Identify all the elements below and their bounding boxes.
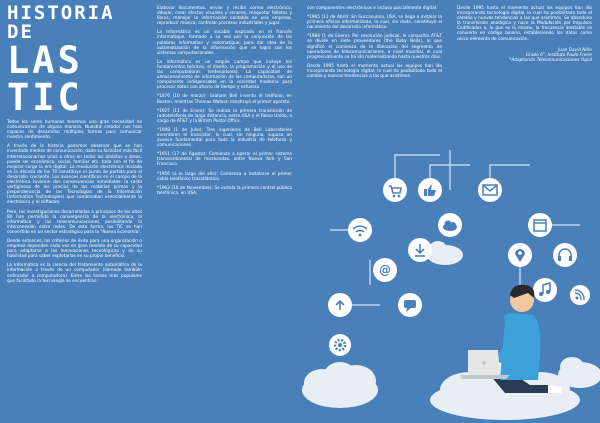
paragraph: La informática es un amplio campo que incluye los fundamentos teóricos, el diseño, la programación y el uso de las computadoras (ordenadores). La capacidad de almacenamiento de información de las computadoras, son un componente indispensable en la sociedad moderna para procesar datos con ahorro de tiempo y esfuerzo. [157, 59, 292, 91]
cloud-right [558, 357, 600, 388]
timeline-entry: *1927 (11 de Enero): Se realiza la primera transmisión de radiotelefonía de larga distancia, entre USA y el Reino Unido, a cargo de AT&T y la British Postal Office. [157, 108, 292, 124]
paragraph: Desde entonces, los criterios de éxito para una organización o empresa dependen cada vez en gran medida de su capacidad para adaptarse a las innovaciones tecnológicas y de su habilidad para saber explotarlas en su propio beneficio. [7, 238, 142, 260]
clouds [302, 241, 600, 420]
timeline-entry: *1956 (a lo largo del año): Comienza a instalarse el primer cable telefónico trasatlántico. [157, 171, 292, 182]
paragraph: La Informática es un vocablo inspirado en el francés informatique, formado a su vez por la conjunción de las palabras information y automatique, para dar idea de la automatización de la información que se logra con los sistemas computacionales. [157, 30, 292, 56]
icon-ring [328, 178, 590, 356]
timeline-entry: *1951 (17 de Agosto): Comienza a operar el primer sistema transcontinental de microondas, entre Nueva York y San Francisco. [157, 152, 292, 168]
timeline-entry: *1876 (10 de marzo): Graham Bell invento el teléfono, en Boston, mientras Thomas Watson construyó el primer aparato. [157, 94, 292, 105]
download-icon [408, 238, 432, 262]
location-icon [508, 243, 532, 267]
paragraph: Todos los seres humanos tenemos una gran necesidad de comunicarnos de alguna manera. Nuestra creador nos hizo capaces de desarrollar múltiples formas para comunicar nuestro sentimiento. [7, 120, 142, 141]
headphones-icon [553, 243, 577, 267]
author-signature [457, 48, 592, 64]
page-title [7, 2, 142, 119]
calendar-icon [528, 213, 552, 237]
music-icon [533, 278, 557, 302]
svg-text:@: @ [379, 263, 391, 277]
chat-icon [398, 293, 422, 317]
column-1 [0, 0, 149, 423]
paragraph: La Informática es la ciencia del tratamiento automático de la información a través de un computador (llamado también ordenador o computadora). Entre las tareas más populares que facilitado la tecnología se encuentran: [7, 263, 142, 284]
at-sign-icon [373, 258, 397, 282]
timeline-entry: *1948 (1 de Julio): Tres ingenieros de Bell Laboratories inventaron el transistor, lo cual, sin ninguna, supuso un avance fundamental para toda la industria de telefonía y comunicaciones. [157, 127, 292, 149]
technology-illustration [300, 135, 600, 423]
title-line-2: LAS TIC [7, 39, 83, 119]
author-name: Juan David Niño [558, 47, 592, 53]
timeline-entry: con componentes electrónicos e incluso parcialmente digital. [307, 6, 438, 11]
thumbs-up-icon [418, 178, 442, 202]
timeline-entry: *1984 (1 de Enero): Por resolución judicial, la compañía AT&T se divide en siete proveedores (the Baby Bells), lo que significó el comienzo de la liberación del segmento de operadores de telecomunicaciones, a nivel mundial, el cual progresivamente se ha ido materializando hasta nuestros días. [307, 34, 442, 60]
timeline-entry: *1965 (11 de Abril): En Succasunna, USA, se llega a instalar la primera oficina informatizada, lo cual, sin duda, constituyó el nacimiento del desarrollo informático. [307, 15, 442, 31]
paragraph: Elaborar documentos, enviar y recibir correo electrónico, dibujar, crear efectos visuales y sonoros, maquetar folletos y libros, manejar la información contable en una empresa, reproducir música, controlar procesos industriales y jugar. [157, 6, 292, 27]
cloud-icon [438, 213, 462, 237]
paragraph: A través de la historia podemos observar que se han inventado medios de comunicación, dada su facilidad más fácil interrelacionarnos unos a otros en todos los ámbitos o áreas, puede ser económica, social, familiar etc. todo con el fin de mejorar surge la era digital .La revolución electrónica iniciada en la década de los 70 constituye el punto de partida para el desarrollo creciente. Los avances científicos en el campo de la electrónica tuvieron dos consecuencias inmediatas: la caída vertiginosa de los precios de las materias primas y la preponderancia de las Tecnologías de la Información (Information Technologies) que combinaban esencialmente la electrónica y el software. [7, 144, 142, 206]
paragraph: Pero, las investigaciones desarrolladas a principios de los años 80 han permitido la convergencia de la electrónica, la informática y las telecomunicaciones posibilitando la interconexión entre redes. De esta forma, las TIC se han convertido en un sector estratégico para la "Nueva Economía". [7, 209, 142, 235]
author-school: Grado 6°, Instituto Paulo Freire [525, 53, 592, 59]
column-2 [150, 0, 299, 423]
cloud-left [302, 362, 378, 408]
rss-icon [570, 285, 590, 305]
paragraph: Desde 1995 hasta el momento actual los equipos han ido incorporando tecnología digital, lo cual ha posibilitado todo el cambio y nuevas tendencias a las que asistimos. Se abandona la transmisión analógica y nace la Modulación por Impulsos Codificados o, lo que es lo mismo, la frecuencia inestable se convierte en código binario, estableciendo los datos como único elemento de comunicación. [457, 6, 592, 42]
mail-icon [478, 178, 502, 202]
gear-icon [329, 334, 351, 356]
title-line-1: HISTORIA DE [7, 2, 115, 43]
cloud-top [427, 241, 463, 265]
timeline-entry: *1963 (10 de Noviembre): Se instala la primera central pública telefónica, en USA, [157, 185, 292, 196]
wifi-icon [348, 218, 372, 242]
paragraph: Desde 1995 hasta el momento actual los equipos han ido incorporando tecnología digital, lo cual ha posibilitado todo el cambio y nuevas tendencias a las que asistimos. [307, 63, 442, 80]
author-source: *Adaptación Telecomunicaciones Yopal [509, 58, 592, 64]
cart-icon [383, 178, 407, 202]
upload-icon [328, 293, 352, 317]
